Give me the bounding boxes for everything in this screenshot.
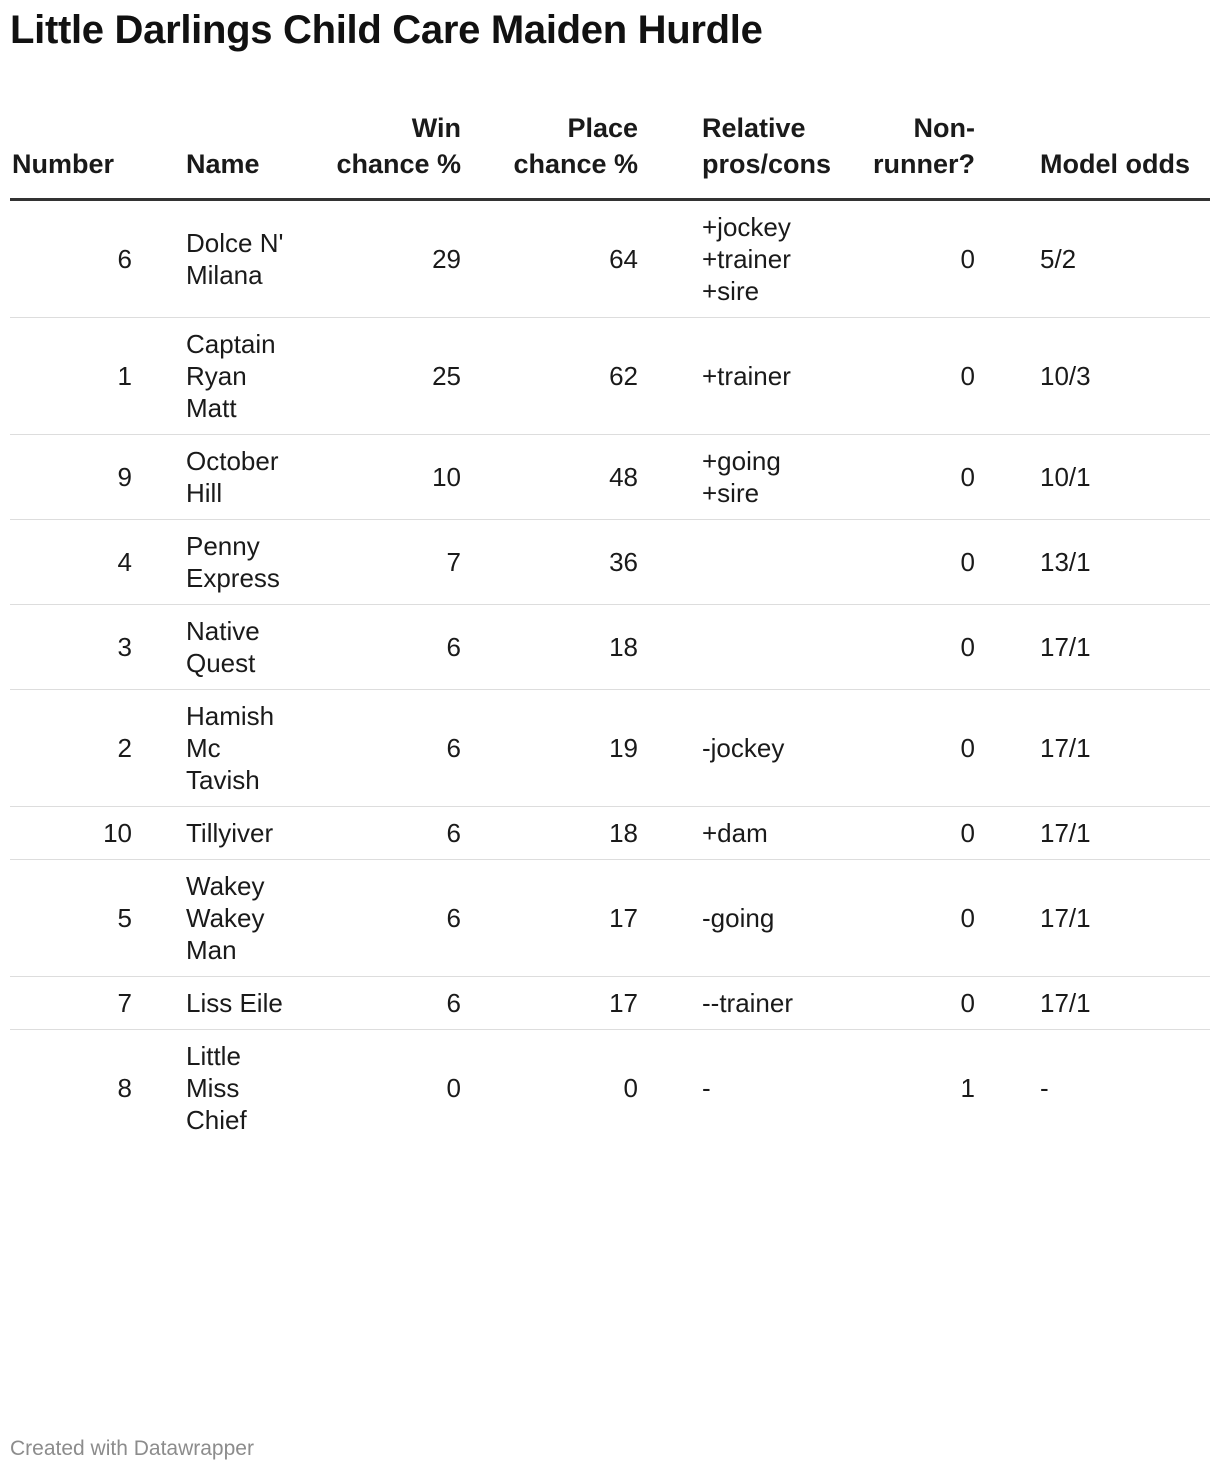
cell-name: [146, 690, 321, 807]
cell-pros-cons-text: +jockey +trainer +sire: [702, 212, 791, 306]
cell-number: 6: [10, 200, 146, 318]
cell-win-chance: 6: [321, 860, 475, 977]
table-header-row: [10, 110, 1210, 200]
cell-pros-cons-text: +going +sire: [702, 446, 781, 508]
cell-win-chance: 6: [321, 690, 475, 807]
cell-name: [146, 1030, 321, 1147]
cell-name-text: Liss Eile: [186, 988, 283, 1018]
cell-name: [146, 318, 321, 435]
cell-pros-cons: [652, 860, 862, 977]
cell-pros-cons-text: -going: [702, 903, 775, 933]
cell-number: 2: [10, 690, 146, 807]
cell-win-chance: 29: [321, 200, 475, 318]
cell-pros-cons: [652, 318, 862, 435]
chart-title: Little Darlings Child Care Maiden Hurdle: [10, 8, 763, 52]
cell-pros-cons: [652, 200, 862, 318]
cell-model-odds: 5/2: [975, 200, 1210, 318]
cell-model-odds: -: [1040, 1073, 1049, 1103]
cell-place-chance: 17: [475, 860, 652, 977]
table-row: [10, 435, 1210, 520]
cell-pros-cons: [652, 1030, 862, 1147]
cell-name: [146, 435, 321, 520]
cell-place-chance: 48: [475, 435, 652, 520]
cell-non-runner: 0: [862, 318, 975, 435]
table-row: [10, 318, 1210, 435]
cell-place-chance: 19: [475, 690, 652, 807]
cell-name-text: Dolce N' Milana: [186, 228, 284, 290]
cell-pros-cons-text: +trainer: [702, 361, 791, 391]
table-row: [10, 690, 1210, 807]
cell-non-runner: 0: [862, 807, 975, 860]
cell-model-odds: 17/1: [975, 860, 1210, 977]
cell-model-odds: 17/1: [975, 690, 1210, 807]
cell-win-chance: 6: [321, 605, 475, 690]
cell-non-runner: 0: [862, 435, 975, 520]
column-header-win-chance: Win chance %: [321, 110, 475, 200]
cell-number: 8: [117, 1073, 132, 1103]
cell-number: 5: [10, 860, 146, 977]
cell-pros-cons: [652, 977, 862, 1030]
table-row: [10, 200, 1210, 318]
cell-name: [146, 520, 321, 605]
cell-non-runner: 1: [960, 1073, 975, 1103]
cell-name: [146, 605, 321, 690]
cell-pros-cons: [652, 605, 862, 690]
cell-place-chance: 62: [475, 318, 652, 435]
cell-pros-cons: [652, 807, 862, 860]
cell-name-text: Wakey Wakey Man: [186, 871, 265, 965]
cell-number: 4: [10, 520, 146, 605]
column-header-name: Name: [146, 110, 321, 200]
cell-place-chance: 18: [475, 605, 652, 690]
footer-credit: Created with Datawrapper: [10, 1437, 254, 1460]
cell-name-text: Hamish Mc Tavish: [186, 701, 275, 795]
cell-place-chance: 64: [475, 200, 652, 318]
cell-model-odds: 17/1: [975, 605, 1210, 690]
cell-name-text: October Hill: [186, 446, 279, 508]
table-row: [10, 520, 1210, 605]
cell-name-text: Captain Ryan Matt: [186, 329, 276, 423]
table-row: [10, 860, 1210, 977]
cell-name: [146, 860, 321, 977]
cell-number: 10: [10, 807, 146, 860]
cell-number: 7: [10, 977, 146, 1030]
table-row: [10, 807, 1210, 860]
cell-pros-cons: [652, 690, 862, 807]
table-row: [10, 1030, 1210, 1147]
cell-win-chance: 25: [321, 318, 475, 435]
cell-non-runner: 0: [862, 977, 975, 1030]
cell-name-text: Native Quest: [186, 616, 260, 678]
cell-win-chance: 6: [321, 977, 475, 1030]
cell-number: 9: [10, 435, 146, 520]
cell-model-odds: 17/1: [975, 807, 1210, 860]
cell-win-chance: 0: [446, 1073, 461, 1103]
cell-pros-cons-text: +dam: [702, 818, 768, 848]
cell-pros-cons-text: -jockey: [702, 733, 785, 763]
cell-name-text: Penny Express: [186, 531, 280, 593]
cell-model-odds: 10/1: [975, 435, 1210, 520]
cell-model-odds: 13/1: [975, 520, 1210, 605]
cell-model-odds: 17/1: [975, 977, 1210, 1030]
table-body: [10, 200, 1210, 1147]
cell-number: 3: [10, 605, 146, 690]
cell-non-runner: 0: [862, 520, 975, 605]
cell-non-runner: 0: [862, 690, 975, 807]
cell-non-runner: 0: [862, 200, 975, 318]
cell-pros-cons: [652, 435, 862, 520]
column-header-number: Number: [10, 110, 146, 200]
cell-model-odds: 10/3: [975, 318, 1210, 435]
table-row: [10, 977, 1210, 1030]
cell-number: 1: [10, 318, 146, 435]
column-header-place-chance: Place chance %: [475, 110, 652, 200]
cell-place-chance: 17: [475, 977, 652, 1030]
column-header-pros-cons: Relative pros/cons: [652, 110, 862, 200]
cell-win-chance: 10: [321, 435, 475, 520]
cell-pros-cons-text: --trainer: [702, 988, 794, 1018]
cell-place-chance: 18: [475, 807, 652, 860]
column-header-model-odds: Model odds: [975, 110, 1210, 200]
cell-place-chance: 36: [475, 520, 652, 605]
cell-name-text: Little Miss Chief: [186, 1041, 247, 1135]
cell-name: [146, 807, 321, 860]
cell-win-chance: 7: [321, 520, 475, 605]
cell-win-chance: 6: [321, 807, 475, 860]
cell-name: [146, 200, 321, 318]
cell-name-text: Tillyiver: [186, 818, 274, 848]
cell-place-chance: 0: [623, 1073, 638, 1103]
cell-name: [146, 977, 321, 1030]
column-header-non-runner: Non-runner?: [862, 110, 975, 200]
cell-non-runner: 0: [862, 860, 975, 977]
race-table: [10, 110, 1210, 1146]
table-row: [10, 605, 1210, 690]
cell-pros-cons-text: -: [702, 1073, 711, 1103]
cell-non-runner: 0: [862, 605, 975, 690]
cell-pros-cons: [652, 520, 862, 605]
